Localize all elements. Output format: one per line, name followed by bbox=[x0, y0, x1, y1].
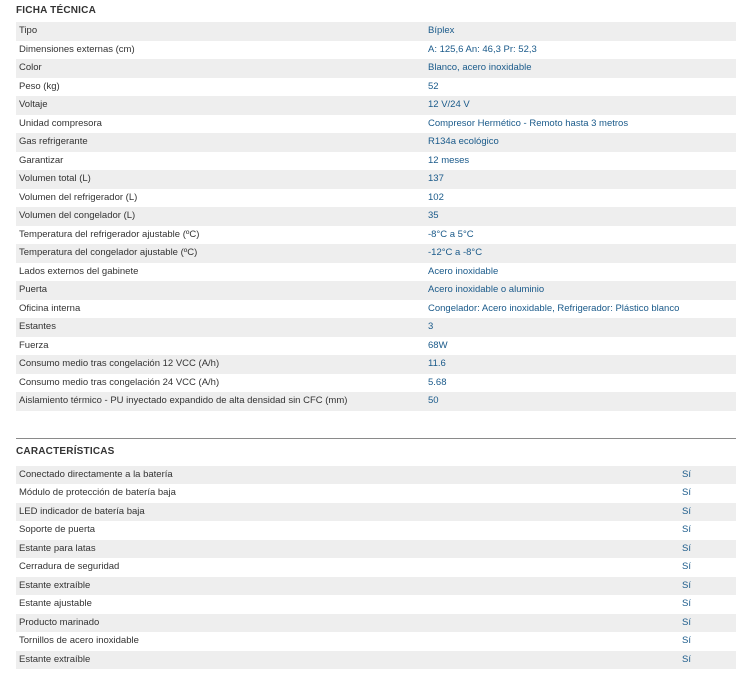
table-row bbox=[16, 540, 736, 559]
table-row bbox=[16, 521, 736, 540]
table-row bbox=[16, 651, 736, 670]
row-label: Voltaje bbox=[16, 96, 425, 115]
table-row bbox=[16, 133, 736, 152]
table-row bbox=[16, 263, 736, 282]
row-value: Blanco, acero inoxidable bbox=[425, 59, 736, 78]
ficha-tecnica-table bbox=[16, 22, 736, 411]
row-value: Sí bbox=[679, 540, 736, 559]
table-row bbox=[16, 632, 736, 651]
row-value: Sí bbox=[679, 577, 736, 596]
table-row bbox=[16, 355, 736, 374]
table-row bbox=[16, 392, 736, 411]
row-label: Oficina interna bbox=[16, 300, 425, 319]
row-value: 50 bbox=[425, 392, 736, 411]
row-label: Volumen del refrigerador (L) bbox=[16, 189, 425, 208]
row-label: Conectado directamente a la batería bbox=[16, 466, 679, 485]
row-value: Sí bbox=[679, 632, 736, 651]
row-label: Estantes bbox=[16, 318, 425, 337]
row-label: Temperatura del congelador ajustable (ºC) bbox=[16, 244, 425, 263]
table-row bbox=[16, 189, 736, 208]
table-row bbox=[16, 300, 736, 319]
table-row bbox=[16, 170, 736, 189]
row-label: Fuerza bbox=[16, 337, 425, 356]
table-row bbox=[16, 614, 736, 633]
row-label: Consumo medio tras congelación 24 VCC (A/h) bbox=[16, 374, 425, 393]
row-label: Tipo bbox=[16, 22, 425, 41]
table-row bbox=[16, 484, 736, 503]
table-row bbox=[16, 96, 736, 115]
table-row bbox=[16, 78, 736, 97]
row-value: Sí bbox=[679, 614, 736, 633]
table-row bbox=[16, 22, 736, 41]
row-value: Sí bbox=[679, 466, 736, 485]
table-row bbox=[16, 152, 736, 171]
row-label: Temperatura del refrigerador ajustable (ºC) bbox=[16, 226, 425, 245]
table-row bbox=[16, 318, 736, 337]
row-value: -12°C a -8°C bbox=[425, 244, 736, 263]
table-row bbox=[16, 374, 736, 393]
caracteristicas-section bbox=[16, 439, 736, 670]
table-row bbox=[16, 558, 736, 577]
caracteristicas-title: CARACTERÍSTICAS bbox=[16, 445, 115, 457]
ficha-tecnica-title: FICHA TÉCNICA bbox=[16, 5, 97, 16]
table-row bbox=[16, 115, 736, 134]
row-label: Aislamiento térmico - PU inyectado expandido de alta densidad sin CFC (mm) bbox=[16, 392, 425, 411]
row-value: Acero inoxidable o aluminio bbox=[425, 281, 736, 300]
row-value: Sí bbox=[679, 558, 736, 577]
row-label: Soporte de puerta bbox=[16, 521, 679, 540]
caracteristicas-table bbox=[16, 466, 736, 670]
row-label: Gas refrigerante bbox=[16, 133, 425, 152]
row-label: Módulo de protección de batería baja bbox=[16, 484, 679, 503]
table-row bbox=[16, 226, 736, 245]
table-row bbox=[16, 595, 736, 614]
row-value: Congelador: Acero inoxidable, Refrigerador: Plástico blanco bbox=[425, 300, 736, 319]
row-value: 11.6 bbox=[425, 355, 736, 374]
row-value: 102 bbox=[425, 189, 736, 208]
row-label: Cerradura de seguridad bbox=[16, 558, 679, 577]
row-label: Estante extraíble bbox=[16, 577, 679, 596]
row-label: Color bbox=[16, 59, 425, 78]
row-value: R134a ecológico bbox=[425, 133, 736, 152]
table-row bbox=[16, 281, 736, 300]
row-value: Bíplex bbox=[425, 22, 736, 41]
table-row bbox=[16, 466, 736, 485]
row-label: Producto marinado bbox=[16, 614, 679, 633]
table-row bbox=[16, 577, 736, 596]
row-label: Garantizar bbox=[16, 152, 425, 171]
row-value: Sí bbox=[679, 484, 736, 503]
table-row bbox=[16, 59, 736, 78]
row-label: Unidad compresora bbox=[16, 115, 425, 134]
row-value: Sí bbox=[679, 651, 736, 670]
row-label: Puerta bbox=[16, 281, 425, 300]
row-label: Lados externos del gabinete bbox=[16, 263, 425, 282]
row-value: 5.68 bbox=[425, 374, 736, 393]
row-value: 3 bbox=[425, 318, 736, 337]
row-value: 12 meses bbox=[425, 152, 736, 171]
row-value: 137 bbox=[425, 170, 736, 189]
row-value: 52 bbox=[425, 78, 736, 97]
row-value: A: 125,6 An: 46,3 Pr: 52,3 bbox=[425, 41, 736, 60]
table-row bbox=[16, 41, 736, 60]
row-label: Tornillos de acero inoxidable bbox=[16, 632, 679, 651]
table-row bbox=[16, 337, 736, 356]
row-value: 12 V/24 V bbox=[425, 96, 736, 115]
row-label: Volumen del congelador (L) bbox=[16, 207, 425, 226]
ficha-tecnica-section bbox=[16, 0, 736, 411]
row-label: LED indicador de batería baja bbox=[16, 503, 679, 522]
table-row bbox=[16, 244, 736, 263]
row-value: Acero inoxidable bbox=[425, 263, 736, 282]
row-value: Compresor Hermético - Remoto hasta 3 metros bbox=[425, 115, 736, 134]
row-label: Estante extraíble bbox=[16, 651, 679, 670]
row-value: Sí bbox=[679, 595, 736, 614]
row-label: Peso (kg) bbox=[16, 78, 425, 97]
row-value: 68W bbox=[425, 337, 736, 356]
row-label: Estante para latas bbox=[16, 540, 679, 559]
row-value: -8°C a 5°C bbox=[425, 226, 736, 245]
row-label: Consumo medio tras congelación 12 VCC (A/h) bbox=[16, 355, 425, 374]
row-label: Volumen total (L) bbox=[16, 170, 425, 189]
row-label: Estante ajustable bbox=[16, 595, 679, 614]
row-value: Sí bbox=[679, 503, 736, 522]
table-row bbox=[16, 503, 736, 522]
table-row bbox=[16, 207, 736, 226]
row-value: Sí bbox=[679, 521, 736, 540]
row-value: 35 bbox=[425, 207, 736, 226]
row-label: Dimensiones externas (cm) bbox=[16, 41, 425, 60]
